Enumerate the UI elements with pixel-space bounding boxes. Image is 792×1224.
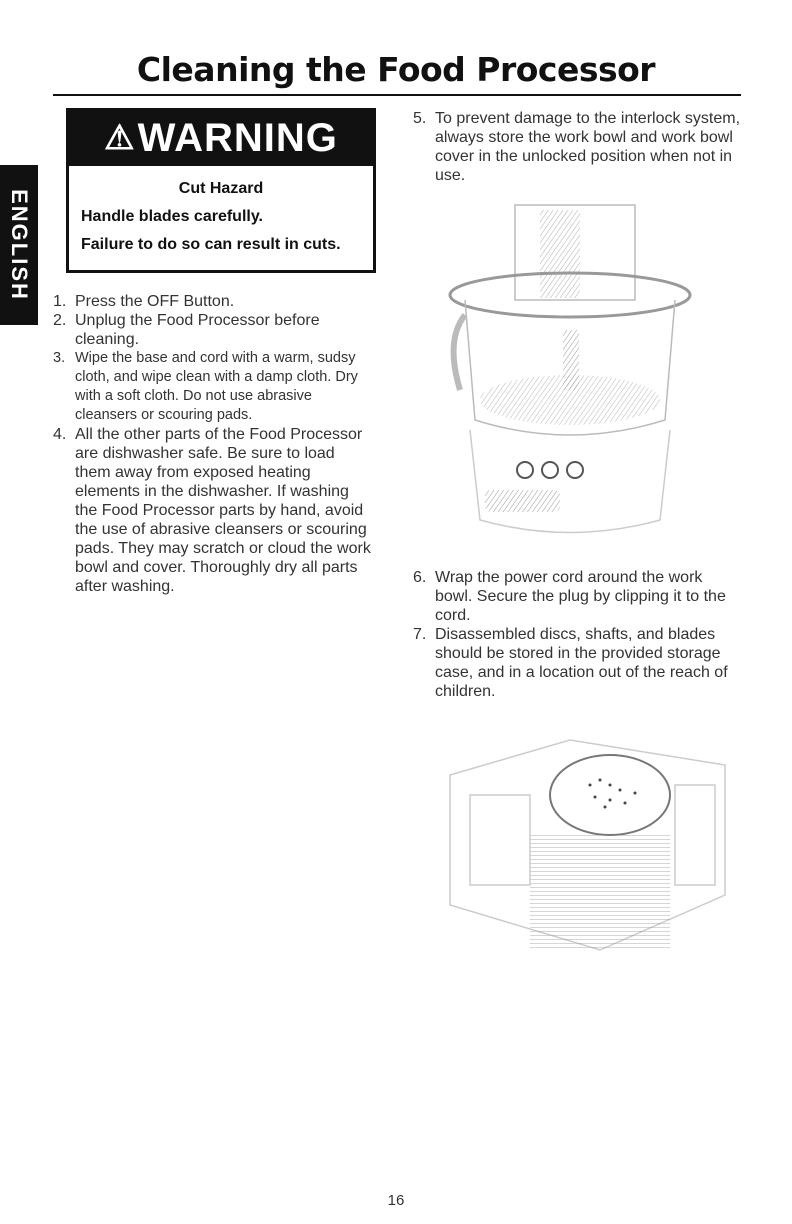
step-text: To prevent damage to the interlock system, always store the work bowl and work bowl cover in the unlocked position when not in use. [435, 110, 741, 184]
warning-header [69, 111, 373, 166]
warning-heading: WARNING [137, 116, 338, 160]
step-text: Press the OFF Button. [75, 293, 235, 310]
step-text: Unplug the Food Processor before cleaning. [75, 312, 320, 348]
step-text: Wipe the base and cord with a warm, sudsy cloth, and wipe clean with a damp cloth. Dry with a soft cloth. Do not use abrasive cleansers or scouring pads. [75, 350, 358, 423]
storage-case-illustration [440, 735, 730, 955]
step-number: 5. [413, 110, 427, 127]
warning-box [66, 108, 376, 273]
list-item [53, 311, 373, 349]
step-text: All the other parts of the Food Processor are dishwasher safe. Be sure to load them away from exposed heating elements in the dishwasher. If washing the Food Processor parts by hand, avoid the use of abrasive cleansers or scouring pads. They may scratch or cloud the work bowl and cover. Thoroughly dry all parts after washing. [75, 426, 371, 595]
list-item [53, 425, 373, 596]
step-number: 3. [53, 350, 66, 366]
list-item [53, 292, 373, 311]
page-number: 16 [387, 1192, 405, 1209]
step-number: 4. [53, 426, 67, 443]
steps-list-left [53, 292, 373, 596]
steps-list-right-bottom [413, 568, 743, 701]
list-item [413, 625, 743, 701]
food-processor-illustration [445, 190, 695, 550]
warning-line-2: Failure to do so can result in cuts. [81, 236, 341, 253]
steps-list-right-top [413, 109, 743, 185]
list-item [413, 568, 743, 625]
warning-triangle-icon: ⚠ [104, 119, 136, 157]
language-tab [0, 165, 38, 325]
step-number: 2. [53, 312, 67, 329]
step-number: 6. [413, 569, 427, 586]
language-tab-label: ENGLISH [7, 189, 32, 301]
step-text: Wrap the power cord around the work bowl. Secure the plug by clipping it to the cord. [435, 569, 726, 624]
step-number: 7. [413, 626, 427, 643]
title-divider [53, 94, 741, 96]
step-text: Disassembled discs, shafts, and blades should be stored in the provided storage case, and in a location out of the reach of children. [435, 626, 728, 700]
step-number: 1. [53, 293, 67, 310]
warning-line-1: Handle blades carefully. [81, 208, 263, 225]
page-title: Cleaning the Food Processor [136, 50, 656, 89]
list-item [413, 109, 743, 185]
list-item [53, 349, 373, 425]
warning-hazard: Cut Hazard [178, 180, 264, 197]
